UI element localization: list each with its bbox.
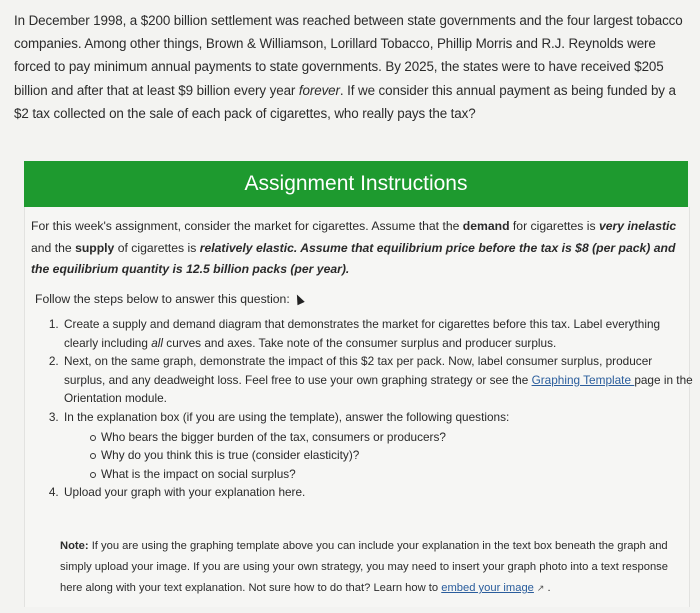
note-paragraph [60, 536, 676, 599]
follow-steps-text: Follow the steps below to answer this question: [35, 292, 290, 306]
very-inelastic-term: very inelastic [598, 219, 677, 233]
assignment-text: for cigarettes is [509, 219, 599, 233]
question-item: Why do you think this is true (consider elasticity)? [90, 446, 694, 465]
step-2-text-tail: page in the Orientation module. [64, 372, 693, 406]
assignment-panel [24, 207, 693, 607]
step-2 [62, 352, 694, 408]
step-3 [62, 408, 694, 483]
step-3-text: In the explanation box (if you are using the template), answer the following questions: [64, 409, 510, 424]
note-end: . [544, 582, 551, 594]
embed-image-link[interactable]: embed your image [441, 582, 534, 594]
intro-paragraph [14, 9, 690, 125]
step-1 [62, 315, 694, 352]
graphing-template-link[interactable]: Graphing Template [531, 372, 635, 387]
follow-steps-line [35, 290, 303, 308]
assignment-text: For this week's assignment, consider the market for cigarettes. Assume that the [31, 219, 463, 233]
step-1-emphasis: all [151, 335, 164, 350]
assignment-paragraph [31, 216, 681, 281]
note-label: Note: [60, 540, 89, 552]
assignment-text: of cigarettes is [114, 240, 200, 255]
mouse-cursor-icon [293, 293, 304, 305]
intro-text-tail: . If we consider this annual payment as being funded by a $2 tax collected on the sale of each pack of cigarettes, who really pays the tax? [14, 82, 676, 121]
equilibrium-assumption: relatively elastic. Assume that equilibrium price before the tax is $8 (per pack) and the equilibrium quantity is 12.5 billion packs (per year). [31, 240, 676, 276]
step-2-text: Next, on the same graph, demonstrate the impact of this $2 tax per pack. Now, label consumer surplus, producer surplus, and any deadweight loss. Feel free to use your own graphing strategy or see the [64, 354, 653, 387]
question-item: What is the impact on social surplus? [90, 465, 694, 484]
assignment-text: and the [31, 240, 76, 255]
intro-emphasis: forever [298, 82, 340, 98]
assignment-instructions-banner [24, 161, 688, 207]
step-1-text-tail: curves and axes. Take note of the consumer surplus and producer surplus. [163, 335, 557, 350]
external-link-icon: ↗ [536, 583, 545, 593]
step-3-questions [64, 428, 694, 484]
demand-term: demand [462, 219, 510, 233]
question-item: Who bears the bigger burden of the tax, consumers or producers? [90, 428, 694, 447]
intro-text: In December 1998, a $200 billion settlement was reached between state governments and the four largest tobacco companies. Among other things, Brown & Williamson, Lorillard Tobacco, Phillip Morris and R.J. Reynolds were forced to pay minimum annual payments to state governments. By 2025, the states were to have received $205 billion and after that at least $9 billion every year [14, 13, 683, 98]
step-4 [62, 483, 694, 502]
supply-term: supply [75, 240, 115, 255]
banner-title: Assignment Instructions [244, 172, 468, 195]
note-text: If you are using the graphing template above you can include your explanation in the text box beneath the graph and simply upload your image. If you are using your own strategy, you may need to insert your graph photo into a text response here along with your text explanation. Not sure how to do that? Learn how to [60, 540, 668, 594]
step-1-text: Create a supply and demand diagram that demonstrates the market for cigarettes before this tax. Label everything clearly including [64, 317, 661, 350]
steps-list [40, 315, 694, 502]
step-4-text: Upload your graph with your explanation here. [64, 485, 306, 500]
